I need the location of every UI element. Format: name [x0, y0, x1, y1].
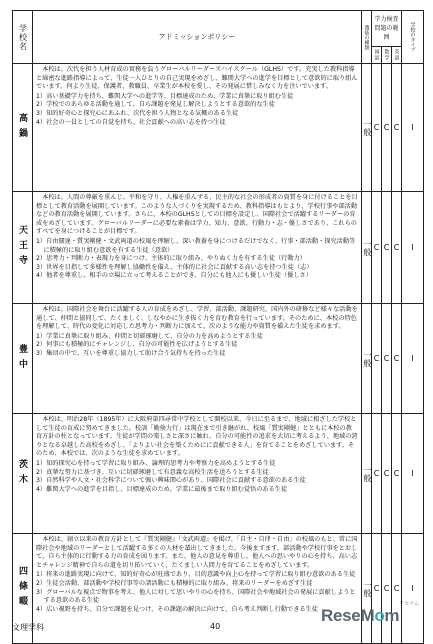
- admission-policy-page: [12, 10, 423, 644]
- policy-intro: 本校は、創立以来の教育方針として『質実剛健』『文武両道』を掲げ、「自主・自律・自由」の校風のもと、常に国際社会や地域のリーダーとして活躍する多くの人材を輩出してきました。今後ますます、部活動や学校行事をとおして、自ら主体的に行動する力の育成を図ります。また、他人の意見を尊重し、他人への思いやりの心を持ち、高い志とチャレンジ精神で自らの道を切り拓いていく、たくましい人間力を育てることをめざしています。: [36, 536, 358, 569]
- list-item: 4）社会の一員としての自覚を持ち、社会貢献への高い志を持つ生徒: [36, 118, 226, 126]
- category-cell: [362, 64, 372, 192]
- school-type-mark: I: [402, 192, 424, 304]
- policy-list: [36, 571, 358, 614]
- exam-range-mark: C: [392, 304, 402, 414]
- subject-english-header: 英語: [392, 47, 402, 64]
- policy-cell: [33, 192, 362, 304]
- list-item: 4）広い視野を持ち、自分で課題を見つけ、その課題の解決に向けて、自ら考え判断し行動できる生徒: [36, 605, 318, 613]
- exam-range-mark: C: [372, 534, 382, 644]
- policy-cell: [33, 304, 362, 414]
- school-name-cell: [13, 304, 33, 414]
- school-name-cell: [13, 414, 33, 534]
- school-column-header: 学校名: [13, 11, 33, 64]
- exam-range-mark: C: [392, 414, 402, 534]
- policy-cell: [33, 64, 362, 192]
- table-row: [13, 304, 424, 414]
- admission-policy-table: [12, 10, 424, 644]
- exam-range-mark: C: [372, 414, 382, 534]
- category-value: 一般: [363, 580, 372, 597]
- category-value: 一般: [363, 239, 372, 256]
- list-item: 4）他者を尊重し、相手の立場に立って考えることができ、自分にも他人にも優しい生徒（優しさ）: [36, 272, 312, 280]
- school-name: 天王寺: [17, 225, 27, 270]
- type-column-header: 学校のタイプ: [402, 11, 424, 64]
- exam-range-mark: C: [392, 192, 402, 304]
- policy-list: [36, 93, 358, 127]
- table-row: [13, 192, 424, 304]
- exam-range-mark: C: [392, 534, 402, 644]
- table-header-row: [13, 11, 424, 47]
- policy-list: [36, 333, 358, 359]
- category-cell: [362, 414, 372, 534]
- logo-ruby-text: リセマム: [399, 601, 419, 607]
- subject-math-header: 数学: [382, 47, 392, 64]
- category-value: 一般: [363, 350, 372, 367]
- school-name: 四條畷: [17, 566, 27, 611]
- list-item: 3）自然科学や人文・社会科学について強い興味関心があり、国際社会に貢献する意欲のある生徒: [36, 477, 306, 485]
- exam-range-mark: C: [382, 414, 392, 534]
- category-cell: [362, 304, 372, 414]
- policy-intro: 本校は、明治28年（1895年）に大阪府第四尋常中学校として開校以来、今日に至るまで、地域に根ざした学校として生徒の育成に努めてきました。校訓「勤倹力行」は現在まで引き継がれ、校風「質実剛健」とともに本校の教育方針の柱となっています。生徒が学問の楽しさと深さに触れ、自分の可能性の追求を大切に考えるよう、地域の誇りとなる卓越した高校をめざし、「よりよい社会を築くためにに貢献できる人」を育てることをめざしています。そのため、本校では、次のような生徒を求めています。: [36, 416, 358, 458]
- school-name: 豊中: [17, 343, 27, 374]
- exam-range-mark: C: [382, 192, 392, 304]
- list-item: 1）学業に真摯に取り組み、仲間と切磋琢磨して、自分の力を高めようとする生徒: [36, 332, 263, 340]
- exam-range-mark: C: [372, 192, 382, 304]
- list-item: 3）知的好奇心と探究心にあふれ、次代を担う人物となる気概のある生徒: [36, 109, 239, 117]
- department-label: 文理学科: [12, 623, 44, 632]
- school-type-mark: I: [402, 414, 424, 534]
- school-type-mark: I: [402, 304, 424, 414]
- school-name-cell: [13, 192, 33, 304]
- list-item: 3）グローバルな視点で物事を考え、他人に対して思いやりの心を持ち、国際社会や地域社会の発展に貢献しようとする意欲のある生徒: [36, 588, 356, 605]
- subject-japanese-header: 国語: [372, 47, 382, 64]
- category-value: 一般: [363, 465, 372, 482]
- exam-range-mark: C: [382, 304, 392, 414]
- policy-intro: 本校は、人間の尊厳を重んじ、平和を守り、人権を重んずる、民主的な社会の形成者の資質を身に付けることを目標として教育活動を展開しています。このような人づくりを実現するため、教科指導はもとより、学校行事や部活動などの教育活動を展開しています。さらに、本校のGLHSとしての目標を設定し、国際社会で活躍するリーダーの育成をめざしています。グローバルリーダーに必要な素養は学力、知力、意欲、行動力・志・優しさであり、これらのすべてを身につけることが目標です。: [36, 194, 358, 236]
- policy-list: [36, 238, 358, 281]
- list-item: 2）真摯な努力に基づき、互いに切磋琢磨して有意義な高校生活を送ろうとする生徒: [36, 468, 269, 476]
- school-type-mark: I: [402, 64, 424, 192]
- policy-column-header: アドミッションポリシー: [33, 11, 362, 64]
- list-item: 1）知的探究心を持って学習に取り組み、論理的思考力や考察力を高めようとする生徒: [36, 459, 276, 467]
- list-item: 1）将来の進路実現に向けて、知的好奇心が旺盛であり、目的意識や向上心を持って学習に取り組む意欲のある生徒: [36, 571, 356, 579]
- list-item: 1）高い基礎学力を持ち、難関大学への進学等、目標達成のため、学業に真摯に取り組む生徒: [36, 92, 294, 100]
- evaluation-column-header: 学力検査問題の範囲: [372, 11, 402, 47]
- list-item: 2）生徒会活動、部活動や学校行事等の諸活動にも積極的に取り組み、将来のリーダーをめざす生徒: [36, 579, 313, 587]
- policy-intro: 本校は、次代を担う人材育成の實務を負うグローバルリーダーズハイスクール（GLHS）です。充実した教科指導と綿密な進路指導によって、生徒一人ひとりの自己実現をめざし、難関大学への進学を目標として意欲的に取り組んでいます。何より生徒、保護者、教職員、卒業生が本校を愛し、その発展に惜しみなく力を注いでいます。: [36, 66, 358, 91]
- school-type-mark: I: [402, 534, 424, 644]
- list-item: 2）思考力・判断力・表現力を身につけ、主体的に取り組み、やりぬく力を有する生徒（行動力）: [36, 255, 306, 263]
- list-item: 1）自由闊達・質実剛健・文武両道の校風を理解し、深い教養を身につけるだけでなく、行事・部活動・探究活動等に積極的に取り組む意欲を有する生徒（意欲）: [36, 237, 356, 254]
- policy-list: [36, 460, 358, 494]
- policy-cell: [33, 414, 362, 534]
- school-name-cell: [13, 64, 33, 192]
- category-cell: [362, 192, 372, 304]
- list-item: 2）学校でのあらゆる活動を通して、自ら課題を発見し解決しようとする意欲的な生徒: [36, 101, 275, 109]
- table-row: [13, 414, 424, 534]
- exam-range-mark: C: [372, 304, 382, 414]
- school-name: 茨木: [17, 458, 27, 489]
- list-item: 3）世界を目指して多様性を理解し協働性を備え、主体的に社会に貢献する高い志を持つ生徒（志）: [36, 263, 313, 271]
- page-number: 40: [210, 622, 221, 631]
- resemom-logo: リセマム ResеMom: [321, 601, 419, 625]
- category-column-header: 選抜の種類: [362, 11, 372, 64]
- exam-range-mark: C: [382, 534, 392, 644]
- policy-intro: 本校は、国際社会を舞台に活躍する人の育成をめざし、学習、部活動、課題研究、国内外の研修など様々な活動を通して、仲間と協同して、たくましく、しなやかに生き抜く力を育む教育を行っています。そのために、本校の特色を理解して、時代の変化に対応した思考力・判断力に加えて、次のような能力や資質を備えた生徒を求めます。: [36, 306, 358, 331]
- list-item: 2）何事にも積極的にチャレンジし、自分の可能性を広げようとする生徒: [36, 341, 238, 349]
- table-row: [13, 64, 424, 192]
- school-name: 高鍋: [17, 112, 27, 143]
- exam-range-mark: C: [392, 64, 402, 192]
- list-item: 3）集団の中で、互いを尊重し協力して助け合う気持ちを持った生徒: [36, 349, 226, 357]
- exam-range-mark: C: [382, 64, 392, 192]
- category-value: 一般: [363, 119, 372, 136]
- exam-range-mark: C: [372, 64, 382, 192]
- list-item: 4）難関大学への進学を目指し、目標達成のため、学業に最後まで取り組む覚悟のある生徒: [36, 485, 288, 493]
